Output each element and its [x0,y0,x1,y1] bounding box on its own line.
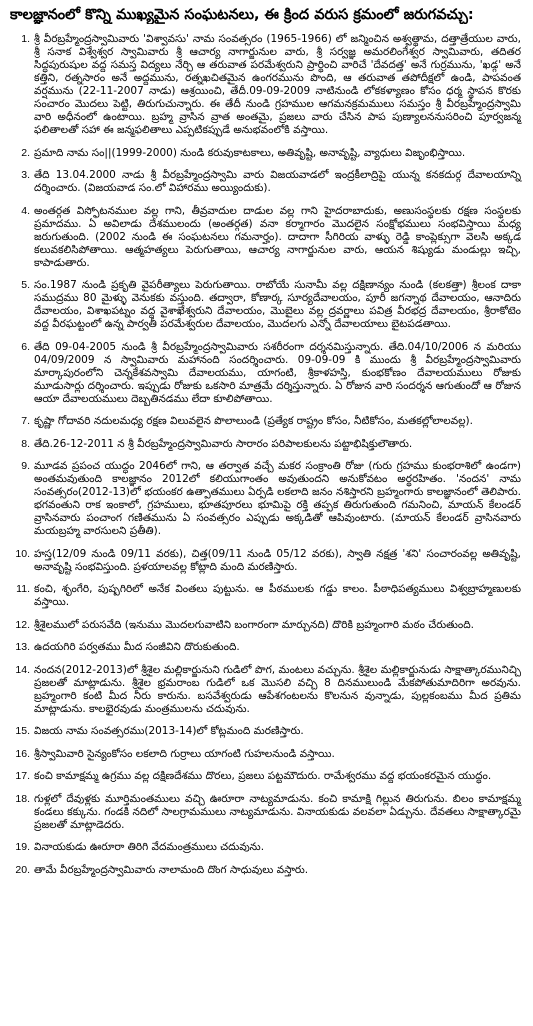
item-number: 9. [21,460,30,472]
item-number: 5. [21,279,30,291]
list-item [8,279,525,331]
item-number: 17. [15,770,30,782]
item-text: విజయ నామ సంవత్సరము(2013-14)లో కోట్లమంది మరణిస్తారు. [34,725,304,737]
list-item [8,641,525,654]
list-item [8,619,525,632]
item-number: 20. [15,863,30,876]
list-item [8,169,525,195]
item-number: 13. [15,641,30,653]
list-item [8,438,525,451]
item-number: 12. [15,618,30,631]
page-heading: కాలజ్ఞానంలో కొన్ని ముఖ్యమైన సంఘటనలు, ఈ క్రింద వరుస క్రమంలో జరుగవచ్చు: [10,7,474,23]
item-number: 19. [15,841,30,853]
item-number: 6. [21,340,30,353]
list-item [8,341,525,406]
item-text: తేది 13.04.2000 నాడు శ్రీ వీరబ్రహ్మేంద్రస్వామి వారు విజయవాడలో ఇంద్రకీలాద్రిపై యున్న కనకదుర్గ దేవాలయాన్ని దర్శించారు. (విజయవాడ సం.లో విహారము అయ్యిందుకు). [34,169,521,194]
list-item [8,147,525,160]
item-number: 2. [21,146,30,159]
item-text: ఉదయగిరి పర్వతము మీద సంజీవిని దొరుకుతుంది. [34,641,240,653]
item-number: 8. [21,437,30,450]
item-number: 14. [15,663,30,676]
item-number: 1. [21,33,30,45]
item-text: అంతర్గత విస్ఫోటనముల వల్ల గాని, తీవ్రవాదుల దాడుల వల్ల గాని హైదరాబాదుకు, అణుసంస్థలకు రక్షణ సంస్థలకు ప్రమాదము. ఏ అవిలాడు దేశములందు (అంతర్గత) వనా కర్మాగారం మొదలైన సంక్షోభములు సంభవిస్తాయి మధ్య జరుగుతుంది. (2002 నుండి ఈ సంఘటనలు గమనార్హం). దాదాగా సీగిరియ వాళ్ళు రెడ్డి కాంప్లెక్సుగా వెలసి అక్కడ కలువకలిసిపోతాయి. ఆత్మహత్యలు పెరుగుతాయి, ఆచార్య నాగార్జునుల వారు, ఆయన శిష్యుడు మండుల్లు ఇచ్చి, కాపాడుతారు. [34,204,521,269]
item-number: 4. [21,204,30,217]
item-number: 3. [21,169,30,181]
list-item [8,583,525,609]
item-text: గుళ్లలో దేవుళ్లకు మూర్తిమంతములు వచ్చి ఊరూరా నాట్యమాడును. కంచి కామాక్షి గిల్లున తిరుగును. బిలం కామాక్షమ్మ కండలు కక్కును. గండకి నదిలో సాలగ్రామములు నాట్యమాడును. వినాయకుడు వలవలా ఏడ్చును. దేవతలు సాక్షాత్కారమై ప్రజలతో మాట్లాడెదరు. [34,792,521,831]
list-item [8,841,525,854]
item-number: 16. [15,747,30,760]
item-number: 11. [16,583,30,595]
list-item [8,770,525,783]
list-item [8,664,525,716]
item-number: 10. [15,547,30,560]
item-text: శ్రీ వీరబ్రహ్మేంద్రస్వామివారు 'విశ్వావసు' నామ సంవత్సరం (1965-1966) లో జన్మించిన అశ్వత్థామ, దత్తాత్రేయుల వారు, శ్రీ సనాక విశ్వేశ్వర స్వామివారు శ్రీ ఆచార్య నాగార్జునుల వారు, శ్రీ సర్వజ్ఞ అమరలింగేశ్వర స్వామివారు, తదితర సిద్ధపురుషుల వద్ద సమస్త విద్యలు నేర్చి ఆ తరువాత పరమేశ్వరుని ప్రార్థించి వారిచే 'దేవదత్త' అనే గుర్రమును, 'ఖడ్గ' అనే కత్తిని, రత్నసారం అనే అద్దమును, రత్నఖచితమైన ఉంగరమును పొంది, ఆ తరువాత తపోదీక్షలో ఉండి, పాపవంత వర్షమును (22-11-2007 నాడు) ఆశ్రయించి, తేదీ.09-09-2009 నాటినుండి లోకకళ్యాణం కోసం ధర్మ స్థాపన కొరకు సంచారం మొదలు పెట్టి, తిరుగుచున్నారు. ఈ తేదీ నుండి గ్రహముల ఆగమనక్రమములు సమస్తం శ్రీ వీరబ్రహ్మేంద్రస్వామి వారి అధీనంలో ఉంటాయి. బ్రహ్మ వ్రాసిన వ్రాత అంతమై, ప్రజలు వారు చేసిన పాప పుణ్యాలననుసరించి పూర్వజన్మ ఫలితాలతో సహా ఈ జన్మఫలితాలు ఎప్పటికప్పుడే అనుభవంలోకి వస్తాయి. [34,33,521,136]
list-item [8,793,525,832]
item-number: 15. [15,725,30,737]
item-text: కృష్ణా గోదావరి నదులమధ్య రక్షణ విలువలైన పొలాలుండి (ప్రత్యేక రాష్ట్రం కోసం, నీటికోసం, మతకల్లోలాలవల్ల). [34,415,473,427]
item-text: నందన(2012-2013)లో శ్రీశైల మల్లికార్జునుని గుడిలో పొగ, మంటలు వచ్చును. శ్రీశైల మల్లికార్జునుడు సాక్షాత్కారమునిచ్చి ప్రజలతో మాట్లాడును. శ్రీశైల భ్రమరాంబ గుడిలో ఒక మొసలి వచ్చి 8 దినములుండి మేకపోతుమాదిరిగా అరవును. బ్రహ్మంగారి కంటి మీద నీరు కారును. బసవేశ్వరుడు ఆపేశగంటలను కొలనున వున్నాడు, పుల్లకంబము మీద ప్రతిమ మాట్లాడును. కాలభైరవుడు మంత్రములను చదువును. [34,663,521,715]
item-text: తేది.26-12-2011 న శ్రీ వీరబ్రహ్మేంద్రస్వామివారు సారారం పరిపాలకులను పట్టాభిషిక్తులౌతారు. [34,437,413,450]
item-text: సం.1987 నుండి ప్రకృతి వైపరీత్యాలు పెరుగుతాయి. రాబోయే సునామీ వల్ల దక్షిణాన్యం నుండి (కలకత్తా) శ్రీలంక దాకా సముద్రము 80 మైళ్ళు వెనుకకు వస్తుంది. తద్వారా, కోణార్క సూర్యదేవాలయం, పూరీ జగన్నాథ దేవాలయం, ఆనాదిరు దేవాలయం, విశాఖపట్నం వద్ద వైశాఖేశ్వరుని దేవాలయం, మొబైలు వల్ల ద్రవర్ణాలు పవిత్ర వీరభద్ర దేవాలయం, శ్రీరాకోటెం వద్ద వీరఘట్టంలో ఉన్న పార్వతీ పరమేశ్వరుల దేవాలయం, మొదలగు ఎన్నో దేవాలయాలు బైటపడతాయి. [34,279,521,330]
item-text: తేది 09-04-2005 నుండి శ్రీ వీరబ్రహ్మేంద్రస్వామివారు సశరీరంగా దర్శనమిస్తున్నారు. తేది.04/10/2006 న మరియు 04/09/2009 న స్వామివారు మహానంది సందర్శించారు. 09-09-09 కి ముందు శ్రీ వీరబ్రహ్మేంద్రస్వామివారు మార్కాపురంలోని చెన్నకేశవస్వామి దేవాలయము, యాగంటి, శ్రీకాళహస్తి, కుంభకోణం దేవాలయములు రోజుకు మూడుసార్లు దర్శించారు. ఇప్పుడు రోజుకు ఒకసారి మాత్రమే దర్శిస్తున్నారు. ఏ రోజున వారి సందర్శన ఆగుతుందో ఆ రోజున ఆయా దేవాలయములు దెబ్బతినడము లేదా కూలిపోతాయి. [34,340,521,405]
item-text: హస్త(12/09 నుండి 09/11 వరకు), చిత్త(09/11 నుండి 05/12 వరకు), స్వాతి నక్షత్ర 'శని' సంచారంవల్ల అతివృష్టి, అనావృష్టి సంభవిస్తుంది. ప్రళయాలవల్ల కోట్లాది మంది మరణిస్తారు. [34,547,521,573]
item-text: వినాయకుడు ఊరూరా తిరిగి వేదమంత్రములు చదువును. [34,841,265,853]
list-item [8,864,525,877]
list-item [8,33,525,137]
item-text: శ్రీశైలములో పరుసవేది (ఇనుము మొదలగువాటిని బంగారంగా మార్చునది) దొరికి బ్రహ్మంగారి మఠం చేరుతుంది. [34,618,475,631]
list-item [8,460,525,538]
list-item [8,725,525,738]
list-item [8,415,525,428]
item-text: కంచి కామాక్షమ్మ ఉగ్రము వల్ల దక్షిణదేశము దొరలు, ప్రజలు పట్టమౌదురు. రామేశ్వరము వద్ద భయంకరమైన యుద్ధం. [34,770,492,782]
list-item [8,205,525,270]
item-text: తామే వీరబ్రహ్మేంద్రస్వామివారు నాలామంది దొంగ సాధువులు వస్తారు. [34,863,309,876]
item-text: కంచి, శృంగేరి, పుష్పగిరిలో అనేక వింతలు పుట్టును. ఆ పీఠములకు గడ్డు కాలం. పీఠాధిపత్యములు విశ్వబ్రాహ్మణులకు వస్తాయి. [34,583,521,608]
item-number: 7. [21,415,30,427]
prophecy-list [8,33,525,877]
item-text: ప్రమాది నామ సం||(1999-2000) నుండి కరువుకాటకాలు, అతివృష్టి, అనావృష్టి, వ్యాధులు విజృంభిస్తాయి. [34,146,466,159]
item-text: శ్రీస్వామివారి సైన్యంకోసం లకలాది గుర్రాలు యాగంటి గుహలనుండి వస్తాయి. [34,747,335,760]
list-item [8,548,525,574]
list-item [8,748,525,761]
item-text: మూడవ ప్రపంచ యుద్ధం 2046లో గాని, ఆ తర్వాత వచ్చే మకర సంక్రాంతి రోజు (గురు గ్రహము కుంభరాశిలో ఉండగా) అంతమవుతుంది కాలజ్ఞానం 2012లో కలియుగాంతం అవుతుందని అనుకోవటం అర్థరహితం. 'నందన' నామ సంవత్సరం(2012-13)లో భయంకర ఉత్పాతములు ఏర్పడి లకలాది జనం నశిస్తారని బ్రహ్మంగారు కాలజ్ఞానంలో తెలిపారు. భగవంతుని రాక ఇంకాలో, గ్రహములు, భూతపూరలు భూమిపై రక్తి తప్పక తిరుగుతుంది గమనించి, మాయన్ కేలండర్ వ్రాసినవారు పంచాంగ గణితమును ఏ సంవత్సరం ఎప్పుడు అక్కడితో ఆపివుంటారు. (మాయన్ కేలండర్ వ్రాసినవారు మయబ్రహ్మ వారసులని ప్రతీతి). [34,460,521,537]
item-number: 18. [15,792,30,805]
